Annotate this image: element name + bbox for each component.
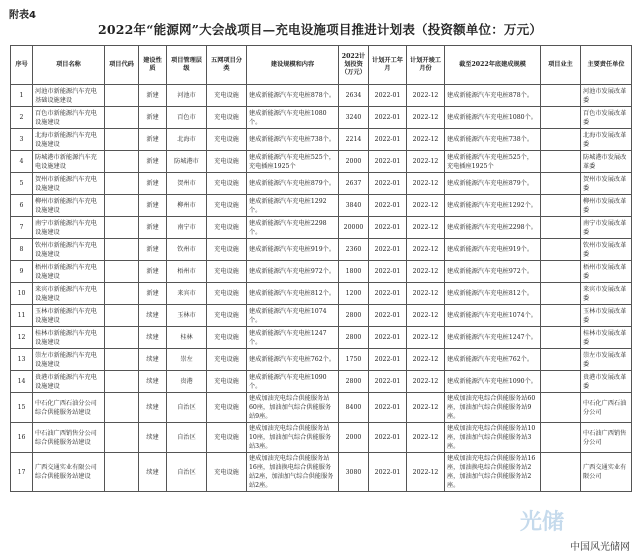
cell-no: 10	[11, 283, 33, 305]
table-row	[11, 217, 632, 239]
table-row	[11, 195, 632, 217]
page-title: 2022年“能源网”大会战项目—充电设施项目推进计划表（投资额单位：万元）	[97, 22, 543, 37]
cell-project-name: 中石油广西销售分公司综合供能服务站建设	[33, 423, 105, 453]
table-header-row	[11, 46, 632, 85]
cell-nature: 新建	[139, 173, 167, 195]
cell-end: 2022-12	[407, 107, 445, 129]
cell-nature: 新建	[139, 151, 167, 173]
cell-scale: 建成新能源汽车充电桩919个。	[247, 239, 339, 261]
cell-level: 北海市	[167, 129, 207, 151]
cell-scale: 建成新能源汽车充电桩1080个。	[247, 107, 339, 129]
cell-owner	[541, 173, 581, 195]
table-row	[11, 261, 632, 283]
cell-scale: 建成新能源汽车充电桩879个。	[247, 173, 339, 195]
cell-done: 建成新能源汽车充电桩1074个。	[445, 305, 541, 327]
cell-category: 充电设施	[207, 283, 247, 305]
cell-no: 11	[11, 305, 33, 327]
cell-start: 2022-01	[369, 349, 407, 371]
cell-unit: 中石油广西销售分公司	[581, 423, 632, 453]
cell-unit: 北海市发展改革委	[581, 129, 632, 151]
cell-level: 河池市	[167, 85, 207, 107]
cell-end: 2022-12	[407, 305, 445, 327]
cell-level: 崇左	[167, 349, 207, 371]
cell-owner	[541, 107, 581, 129]
cell-unit: 钦州市发展改革委	[581, 239, 632, 261]
cell-scale: 建成新能源汽车充电桩738个。	[247, 129, 339, 151]
cell-start: 2022-01	[369, 85, 407, 107]
cell-start: 2022-01	[369, 261, 407, 283]
project-table	[10, 45, 632, 492]
cell-project-name: 河池市新能源汽车充电基础设施建设	[33, 85, 105, 107]
cell-no: 17	[11, 453, 33, 492]
cell-end: 2022-12	[407, 239, 445, 261]
header-cell: 计划开竣工月份	[407, 46, 445, 85]
cell-level: 自治区	[167, 423, 207, 453]
watermark-text: 中国风光储网	[568, 537, 632, 554]
cell-project-name: 钦州市新能源汽车充电设施建设	[33, 239, 105, 261]
header-cell: 项目业主	[541, 46, 581, 85]
cell-scale: 建成加油充电综合供能服务站16座，加油换电综合供能服务站2座，加油加气综合供能服务站2座。	[247, 453, 339, 492]
cell-scale: 建成新能源汽车充电桩972个。	[247, 261, 339, 283]
cell-done: 建成新能源汽车充电桩1292个。	[445, 195, 541, 217]
cell-project-code	[105, 349, 139, 371]
cell-category: 充电设施	[207, 453, 247, 492]
cell-no: 9	[11, 261, 33, 283]
cell-start: 2022-01	[369, 305, 407, 327]
cell-unit: 贺州市发展改革委	[581, 173, 632, 195]
cell-scale: 建成加油充电综合供能服务站60座，加油加气综合供能服务站9座。	[247, 393, 339, 423]
cell-level: 贵港	[167, 371, 207, 393]
cell-done: 建成新能源汽车充电桩1247个。	[445, 327, 541, 349]
cell-nature: 新建	[139, 283, 167, 305]
cell-nature: 新建	[139, 107, 167, 129]
header-cell: 主要责任单位	[581, 46, 632, 85]
cell-start: 2022-01	[369, 371, 407, 393]
cell-nature: 续建	[139, 423, 167, 453]
table-row	[11, 173, 632, 195]
cell-invest: 3080	[339, 453, 369, 492]
cell-project-code	[105, 453, 139, 492]
table-row	[11, 327, 632, 349]
cell-start: 2022-01	[369, 423, 407, 453]
cell-no: 5	[11, 173, 33, 195]
cell-owner	[541, 393, 581, 423]
cell-end: 2022-12	[407, 217, 445, 239]
cell-end: 2022-12	[407, 453, 445, 492]
cell-scale: 建成新能源汽车充电桩2298个。	[247, 217, 339, 239]
cell-level: 百色市	[167, 107, 207, 129]
cell-level: 自治区	[167, 453, 207, 492]
cell-owner	[541, 217, 581, 239]
cell-category: 充电设施	[207, 305, 247, 327]
cell-done: 建成新能源汽车充电桩812个。	[445, 283, 541, 305]
cell-level: 柳州市	[167, 195, 207, 217]
cell-nature: 续建	[139, 305, 167, 327]
cell-owner	[541, 305, 581, 327]
cell-no: 3	[11, 129, 33, 151]
cell-project-code	[105, 195, 139, 217]
cell-project-name: 梧州市新能源汽车充电设施建设	[33, 261, 105, 283]
cell-no: 12	[11, 327, 33, 349]
cell-no: 4	[11, 151, 33, 173]
table-row	[11, 129, 632, 151]
cell-project-code	[105, 129, 139, 151]
cell-scale: 建成新能源汽车充电桩1292个。	[247, 195, 339, 217]
cell-done: 建成加油充电综合供能服务站60座，加油加气综合供能服务站9座。	[445, 393, 541, 423]
cell-nature: 新建	[139, 217, 167, 239]
table-row	[11, 453, 632, 492]
cell-category: 充电设施	[207, 327, 247, 349]
cell-no: 8	[11, 239, 33, 261]
cell-unit: 中石化广西石油分公司	[581, 393, 632, 423]
cell-start: 2022-01	[369, 239, 407, 261]
cell-end: 2022-12	[407, 371, 445, 393]
cell-project-name: 防城港市新能源汽车充电设施建设	[33, 151, 105, 173]
cell-project-name: 柳州市新能源汽车充电设施建设	[33, 195, 105, 217]
cell-level: 钦州市	[167, 239, 207, 261]
cell-nature: 新建	[139, 261, 167, 283]
cell-scale: 建成新能源汽车充电桩525个，充电插座1925个	[247, 151, 339, 173]
cell-owner	[541, 129, 581, 151]
cell-start: 2022-01	[369, 327, 407, 349]
cell-scale: 建成新能源汽车充电桩762个。	[247, 349, 339, 371]
cell-start: 2022-01	[369, 151, 407, 173]
cell-nature: 新建	[139, 85, 167, 107]
cell-unit: 河池市发展改革委	[581, 85, 632, 107]
cell-category: 充电设施	[207, 371, 247, 393]
cell-project-name: 崇左市新能源汽车充电设施建设	[33, 349, 105, 371]
cell-invest: 2634	[339, 85, 369, 107]
cell-invest: 2214	[339, 129, 369, 151]
cell-nature: 续建	[139, 349, 167, 371]
cell-nature: 续建	[139, 453, 167, 492]
table-row	[11, 151, 632, 173]
cell-project-code	[105, 85, 139, 107]
cell-start: 2022-01	[369, 217, 407, 239]
cell-end: 2022-12	[407, 393, 445, 423]
cell-done: 建成新能源汽车充电桩1080个。	[445, 107, 541, 129]
cell-done: 建成新能源汽车充电桩2298个。	[445, 217, 541, 239]
cell-no: 2	[11, 107, 33, 129]
cell-unit: 玉林市发展改革委	[581, 305, 632, 327]
cell-no: 1	[11, 85, 33, 107]
cell-project-name: 中石化广西石油分公司综合供能服务站建设	[33, 393, 105, 423]
table-row	[11, 423, 632, 453]
cell-end: 2022-12	[407, 349, 445, 371]
cell-invest: 1200	[339, 283, 369, 305]
cell-no: 7	[11, 217, 33, 239]
cell-project-code	[105, 371, 139, 393]
header-cell: 五网项目分类	[207, 46, 247, 85]
cell-no: 6	[11, 195, 33, 217]
cell-unit: 南宁市发展改革委	[581, 217, 632, 239]
cell-owner	[541, 371, 581, 393]
header-cell: 截至2022年底建成规模	[445, 46, 541, 85]
cell-nature: 续建	[139, 371, 167, 393]
cell-done: 建成新能源汽车充电桩972个。	[445, 261, 541, 283]
cell-category: 充电设施	[207, 393, 247, 423]
cell-category: 充电设施	[207, 151, 247, 173]
cell-start: 2022-01	[369, 129, 407, 151]
cell-project-name: 北海市新能源汽车充电设施建设	[33, 129, 105, 151]
table-row	[11, 305, 632, 327]
cell-owner	[541, 195, 581, 217]
cell-project-name: 贺州市新能源汽车充电设施建设	[33, 173, 105, 195]
cell-owner	[541, 349, 581, 371]
cell-no: 14	[11, 371, 33, 393]
cell-category: 充电设施	[207, 85, 247, 107]
cell-project-name: 广西交通实业有限公司综合供能服务站建设	[33, 453, 105, 492]
cell-project-code	[105, 151, 139, 173]
cell-scale: 建成新能源汽车充电桩1074个。	[247, 305, 339, 327]
cell-invest: 2800	[339, 305, 369, 327]
cell-level: 桂林	[167, 327, 207, 349]
cell-invest: 2800	[339, 327, 369, 349]
cell-category: 充电设施	[207, 349, 247, 371]
cell-nature: 新建	[139, 195, 167, 217]
cell-invest: 2637	[339, 173, 369, 195]
cell-no: 16	[11, 423, 33, 453]
cell-nature: 续建	[139, 393, 167, 423]
cell-invest: 2800	[339, 371, 369, 393]
cell-invest: 2360	[339, 239, 369, 261]
cell-scale: 建成新能源汽车充电桩812个。	[247, 283, 339, 305]
cell-level: 防城港市	[167, 151, 207, 173]
cell-unit: 贵港市发展改革委	[581, 371, 632, 393]
cell-start: 2022-01	[369, 283, 407, 305]
cell-done: 建成新能源汽车充电桩738个。	[445, 129, 541, 151]
cell-scale: 建成新能源汽车充电桩1247个。	[247, 327, 339, 349]
cell-unit: 柳州市发展改革委	[581, 195, 632, 217]
cell-category: 充电设施	[207, 107, 247, 129]
cell-unit: 崇左市发展改革委	[581, 349, 632, 371]
cell-end: 2022-12	[407, 261, 445, 283]
cell-done: 建成新能源汽车充电桩919个。	[445, 239, 541, 261]
cell-end: 2022-12	[407, 327, 445, 349]
cell-owner	[541, 423, 581, 453]
cell-end: 2022-12	[407, 151, 445, 173]
cell-category: 充电设施	[207, 129, 247, 151]
header-cell: 项目名称	[33, 46, 105, 85]
table-row	[11, 107, 632, 129]
cell-end: 2022-12	[407, 85, 445, 107]
cell-project-code	[105, 107, 139, 129]
cell-start: 2022-01	[369, 195, 407, 217]
cell-unit: 桂林市发展改革委	[581, 327, 632, 349]
cell-done: 建成新能源汽车充电桩879个。	[445, 173, 541, 195]
cell-project-code	[105, 305, 139, 327]
header-cell: 建设规模和内容	[247, 46, 339, 85]
cell-level: 贺州市	[167, 173, 207, 195]
cell-invest: 1750	[339, 349, 369, 371]
cell-owner	[541, 85, 581, 107]
cell-level: 来宾市	[167, 283, 207, 305]
cell-nature: 新建	[139, 129, 167, 151]
cell-end: 2022-12	[407, 283, 445, 305]
cell-project-code	[105, 327, 139, 349]
cell-unit: 来宾市发展改革委	[581, 283, 632, 305]
cell-unit: 广西交通实业有限公司	[581, 453, 632, 492]
cell-level: 梧州市	[167, 261, 207, 283]
cell-level: 玉林市	[167, 305, 207, 327]
header-cell: 序号	[11, 46, 33, 85]
header-cell: 建设性质	[139, 46, 167, 85]
cell-project-code	[105, 217, 139, 239]
cell-project-code	[105, 423, 139, 453]
attachment-label: 附表4	[9, 10, 36, 21]
cell-owner	[541, 327, 581, 349]
cell-start: 2022-01	[369, 453, 407, 492]
cell-project-name: 桂林市新能源汽车充电设施建设	[33, 327, 105, 349]
cell-unit: 百色市发展改革委	[581, 107, 632, 129]
cell-done: 建成加油充电综合供能服务站16座，加油换电综合供能服务站2座，加油加气综合供能服务站2座。	[445, 453, 541, 492]
table-row	[11, 283, 632, 305]
cell-scale: 建成加油充电综合供能服务站10座，加油加气综合供能服务站3座。	[247, 423, 339, 453]
cell-invest: 8400	[339, 393, 369, 423]
cell-invest: 3840	[339, 195, 369, 217]
cell-no: 13	[11, 349, 33, 371]
cell-start: 2022-01	[369, 107, 407, 129]
cell-end: 2022-12	[407, 173, 445, 195]
cell-category: 充电设施	[207, 217, 247, 239]
cell-nature: 新建	[139, 239, 167, 261]
cell-owner	[541, 453, 581, 492]
cell-invest: 3240	[339, 107, 369, 129]
cell-end: 2022-12	[407, 423, 445, 453]
cell-done: 建成新能源汽车充电桩762个。	[445, 349, 541, 371]
header-cell: 2022计划投资（万元）	[339, 46, 369, 85]
cell-invest: 1800	[339, 261, 369, 283]
cell-start: 2022-01	[369, 173, 407, 195]
cell-category: 充电设施	[207, 261, 247, 283]
cell-category: 充电设施	[207, 173, 247, 195]
cell-scale: 建成新能源汽车充电桩1090个。	[247, 371, 339, 393]
cell-owner	[541, 283, 581, 305]
cell-invest: 20000	[339, 217, 369, 239]
cell-project-code	[105, 283, 139, 305]
cell-done: 建成新能源汽车充电桩525个，充电插座1925个	[445, 151, 541, 173]
cell-done: 建成新能源汽车充电桩878个。	[445, 85, 541, 107]
cell-owner	[541, 239, 581, 261]
cell-scale: 建成新能源汽车充电桩878个。	[247, 85, 339, 107]
watermark-logo: 光储	[520, 510, 565, 535]
cell-project-code	[105, 239, 139, 261]
cell-nature: 续建	[139, 327, 167, 349]
cell-level: 南宁市	[167, 217, 207, 239]
cell-done: 建成加油充电综合供能服务站10座，加油加气综合供能服务站3座。	[445, 423, 541, 453]
cell-invest: 2000	[339, 151, 369, 173]
cell-category: 充电设施	[207, 423, 247, 453]
cell-owner	[541, 261, 581, 283]
cell-project-name: 百色市新能源汽车充电设施建设	[33, 107, 105, 129]
cell-start: 2022-01	[369, 393, 407, 423]
cell-project-name: 玉林市新能源汽车充电设施建设	[33, 305, 105, 327]
cell-project-code	[105, 261, 139, 283]
cell-end: 2022-12	[407, 129, 445, 151]
header-cell: 项目代码	[105, 46, 139, 85]
cell-category: 充电设施	[207, 239, 247, 261]
cell-project-code	[105, 393, 139, 423]
cell-project-name: 来宾市新能源汽车充电设施建设	[33, 283, 105, 305]
cell-project-name: 贵港市新能源汽车充电设施建设	[33, 371, 105, 393]
cell-no: 15	[11, 393, 33, 423]
table-row	[11, 393, 632, 423]
cell-invest: 2000	[339, 423, 369, 453]
cell-project-code	[105, 173, 139, 195]
header-cell: 项目管理层级	[167, 46, 207, 85]
table-row	[11, 239, 632, 261]
table-row	[11, 371, 632, 393]
table-row	[11, 85, 632, 107]
cell-owner	[541, 151, 581, 173]
cell-done: 建成新能源汽车充电桩1090个。	[445, 371, 541, 393]
cell-category: 充电设施	[207, 195, 247, 217]
cell-unit: 梧州市发展改革委	[581, 261, 632, 283]
cell-unit: 防城港市发展改革委	[581, 151, 632, 173]
cell-level: 自治区	[167, 393, 207, 423]
cell-end: 2022-12	[407, 195, 445, 217]
cell-project-name: 南宁市新能源汽车充电设施建设	[33, 217, 105, 239]
table-row	[11, 349, 632, 371]
header-cell: 计划开工年月	[369, 46, 407, 85]
